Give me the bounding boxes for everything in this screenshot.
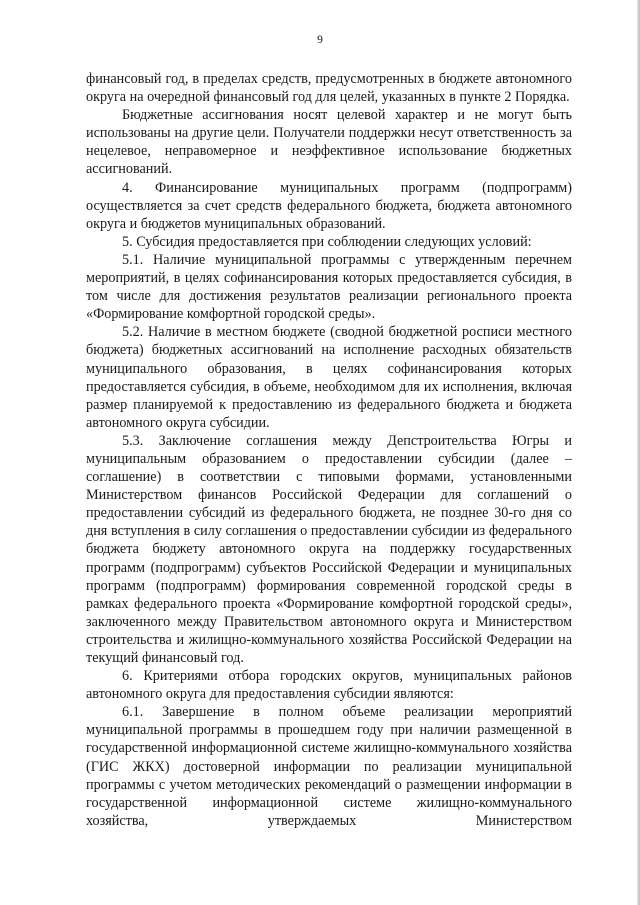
paragraph-continuation: финансовый год, в пределах средств, предусмотренных в бюджете автономного округа на очередной финансовый год для целей, указанных в пункте 2 Порядка. [86,71,572,106]
paragraph-item-5-3: 5.3. Заключение соглашения между Депстроительства Югры и муниципальным образованием о предоставлении субсидии (далее – соглашение) в соответствии с типовыми формами, установленными Министерством финансов Российской Федерации для соглашений о предоставлении субсидий из федерального бюджета, не позднее 30-го дня со дня вступления в силу соглашения о предоставлении субсидии из федерального бюджета бюджету автономного округа на поддержку государственных программ (подпрограмм) субъектов Российской Федерации и муниципальных программ (подпрограмм) формирования современной городской среды в рамках федерального проекта «Формирование комфортной городской среды», заключенного между Правительством автономного округа и Министерством строительства и жилищно-коммунального хозяйства Российской Федерации на текущий финансовый год. [86,432,572,666]
paragraph-item-5-2: 5.2. Наличие в местном бюджете (сводной бюджетной росписи местного бюджета) бюджетных ассигнований на исполнение расходных обязательств муниципального образования, в целях софинансирования которых предоставляется субсидия, в объеме, необходимом для их исполнения, включая размер планируемой к предоставлению из федерального бюджета и бюджета автономного округа субсидии. [86,324,572,431]
paragraph-budget-allocations: Бюджетные ассигнования носят целевой характер и не могут быть использованы на другие цели. Получатели поддержки несут ответственность за нецелевое, неправомерное и неэффективное использование бюджетных ассигнований. [86,107,572,178]
paragraph-item-5: 5. Субсидия предоставляется при соблюдении следующих условий: [122,233,532,250]
page-number: 9 [317,34,323,46]
paragraph-item-5-1: 5.1. Наличие муниципальной программы с утвержденным перечнем мероприятий, в целях софинансирования которых предоставляется субсидия, в том числе для достижения результатов реализации регионального проекта «Формирование комфортной городской среды». [86,251,572,323]
paragraph-item-4: 4. Финансирование муниципальных программ (подпрограмм) осуществляется за счет средств федерального бюджета, бюджета автономного округа и бюджетов муниципальных образований. [86,179,572,232]
paragraph-item-6-1: 6.1. Завершение в полном объеме реализации мероприятий муниципальной программы в прошедшем году при наличии размещенной в государственной информационной системе жилищно-коммунального хозяйства (ГИС ЖКХ) достоверной информации по реализации муниципальной программы с учетом методических рекомендаций о размещении информации в государственной информационной системе жилищно-коммунального хозяйства, утверждаемых Министерством [86,704,572,829]
paragraph-item-6: 6. Критериями отбора городских округов, муниципальных районов автономного округа для предоставления субсидии являются: [86,668,572,703]
document-body [86,70,572,830]
